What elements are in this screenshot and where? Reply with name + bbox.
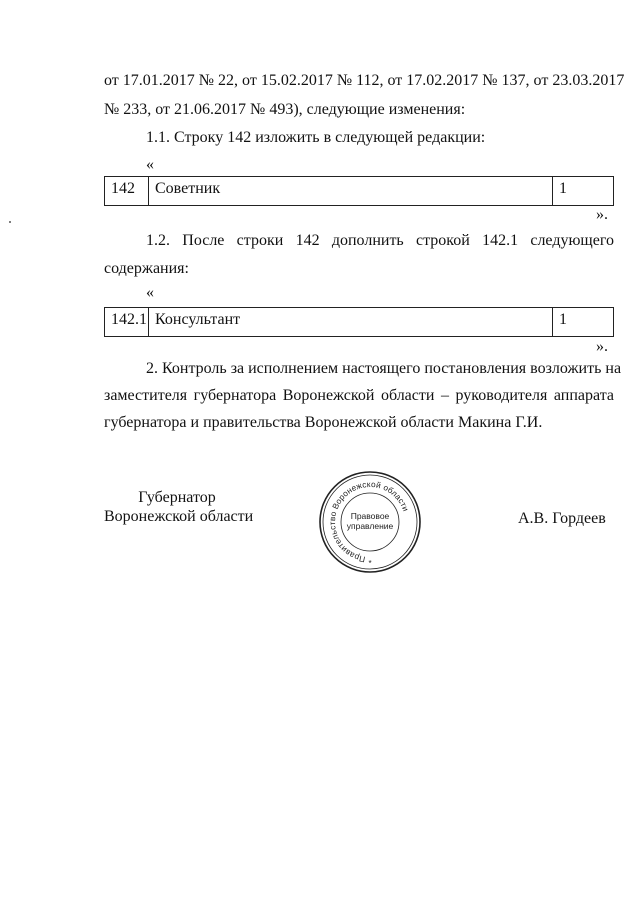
table-row-142 — [104, 176, 614, 206]
open-quote-2: « — [146, 284, 154, 301]
signatory-title-line-2: Воронежской области — [104, 508, 254, 525]
open-quote-1: « — [146, 156, 154, 173]
item-1-2-line-1: 1.2. После строки 142 дополнить строкой 142.1 следующего — [146, 232, 614, 249]
item-1-2-line-2: содержания: — [104, 260, 189, 277]
stamp-center-line-2: управление — [346, 521, 394, 531]
item-2-line-1: 2. Контроль за исполнением настоящего постановления возложить на — [146, 360, 622, 377]
stamp-star: * — [368, 559, 372, 568]
signatory-title-line-1: Губернатор — [138, 489, 216, 506]
close-quote-2: ». — [596, 338, 608, 355]
item-1-1: 1.1. Строку 142 изложить в следующей редакции: — [146, 129, 486, 146]
table-cell-position: Советник — [149, 177, 553, 205]
stamp-ring-text: Правительство Воронежской области — [328, 479, 411, 564]
close-quote-1: ». — [596, 206, 608, 223]
table-cell-number: 142.1 — [105, 308, 149, 336]
table-cell-number: 142 — [105, 177, 149, 205]
signatory-name: А.В. Гордеев — [518, 510, 606, 527]
official-stamp — [318, 470, 422, 574]
table-cell-position: Консультант — [149, 308, 553, 336]
table-cell-count: 1 — [559, 311, 567, 328]
item-2-line-3: губернатора и правительства Воронежской области Макина Г.И. — [104, 414, 543, 431]
scan-speck — [9, 221, 11, 223]
item-2-line-2: заместителя губернатора Воронежской области – руководителя аппарата — [104, 387, 614, 404]
table-row-142-1 — [104, 307, 614, 337]
stamp-center-line-1: Правовое — [350, 511, 390, 521]
intro-line-1: от 17.01.2017 № 22, от 15.02.2017 № 112, от 17.02.2017 № 137, от 23.03.2017 — [104, 72, 625, 89]
table-cell-count: 1 — [559, 180, 567, 197]
intro-line-2: № 233, от 21.06.2017 № 493), следующие изменения: — [104, 101, 466, 118]
